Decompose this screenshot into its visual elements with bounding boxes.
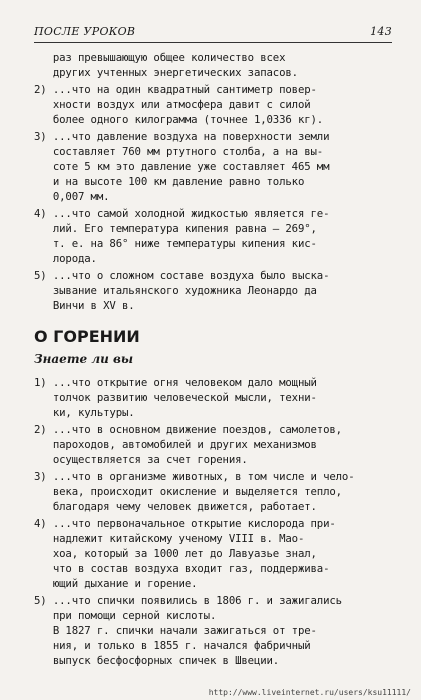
text-line: раз превышающую общее количество всех — [34, 51, 286, 64]
text-line: лий. Его температура кипения равна — 269°, — [34, 222, 317, 235]
fact-item — [34, 82, 394, 127]
text-line: осуществляется за счет горения. — [34, 453, 248, 466]
text-line: 2) ...что в основном движение поездов, самолетов, — [34, 423, 342, 436]
page-content — [34, 50, 394, 670]
text-line: 0,007 мм. — [34, 190, 110, 203]
text-line: соте 5 км это давление уже составляет 465 мм — [34, 160, 330, 173]
text-line: 3) ...что в организме животных, в том числе и чело- — [34, 470, 355, 483]
text-line: толчок развитию человеческой мысли, техни- — [34, 391, 317, 404]
fact-item — [34, 375, 394, 420]
section-heading: О ГОРЕНИИ — [34, 327, 140, 346]
text-line: хности воздух или атмосфера давит с силой — [34, 98, 311, 111]
text-line: и на высоте 100 км давление равно только — [34, 175, 305, 188]
text-line: составляет 760 мм ртутного столба, а на вы- — [34, 145, 324, 158]
text-line: 4) ...что первоначальное открытие кислорода при- — [34, 517, 336, 530]
text-line: что в состав воздуха входит газ, поддержива- — [34, 562, 330, 575]
text-line: зывание итальянского художника Леонардо да — [34, 284, 317, 297]
text-line: хоа, который за 1000 лет до Лавуазье знал, — [34, 547, 317, 560]
fact-item — [34, 50, 394, 80]
source-url: http://www.liveinternet.ru/users/ksu11111/ — [208, 688, 411, 697]
text-line: благодаря чему человек движется, работает. — [34, 500, 317, 513]
text-line: 5) ...что о сложном составе воздуха было выска- — [34, 269, 330, 282]
text-line: более одного килограмма (точнее 1,0336 кг). — [34, 113, 324, 126]
section-subheading: Знаете ли вы — [34, 352, 134, 366]
text-line: других учтенных энергетических запасов. — [34, 66, 298, 79]
text-line: 2) ...что на один квадратный сантиметр повер- — [34, 83, 317, 96]
header-page-number: 143 — [370, 25, 392, 38]
text-line: при помощи серной кислоты. — [34, 609, 217, 622]
text-line: ки, культуры. — [34, 406, 135, 419]
text-line: 4) ...что самой холодной жидкостью является ге- — [34, 207, 330, 220]
text-line: 3) ...что давление воздуха на поверхности земли — [34, 130, 330, 143]
top-fact-list — [34, 50, 394, 313]
text-line: 1) ...что открытие огня человеком дало мощный — [34, 376, 317, 389]
text-line: т. е. на 86° ниже температуры кипения кис- — [34, 237, 317, 250]
fact-item — [34, 268, 394, 313]
text-line: выпуск бесфосфорных спичек в Швеции. — [34, 654, 280, 667]
text-line: 5) ...что спички появились в 1806 г. и зажигались — [34, 594, 342, 607]
text-line: пароходов, автомобилей и других механизмов — [34, 438, 317, 451]
text-line: В 1827 г. спички начали зажигаться от тре- — [34, 624, 317, 637]
fact-item — [34, 129, 394, 204]
fact-item — [34, 516, 394, 591]
text-line: надлежит китайскому ученому VIII в. Мао- — [34, 532, 305, 545]
text-line: ющий дыхание и горение. — [34, 577, 198, 590]
running-header — [34, 22, 392, 43]
fact-item — [34, 469, 394, 514]
header-section-title: ПОСЛЕ УРОКОВ — [34, 25, 136, 38]
fact-item — [34, 206, 394, 266]
fact-item — [34, 422, 394, 467]
bottom-fact-list — [34, 375, 394, 668]
text-line: лорода. — [34, 252, 97, 265]
text-line: века, происходит окисление и выделяется тепло, — [34, 485, 342, 498]
text-line: Винчи в XV в. — [34, 299, 135, 312]
fact-item — [34, 593, 394, 668]
text-line: ния, и только в 1855 г. начался фабричный — [34, 639, 311, 652]
